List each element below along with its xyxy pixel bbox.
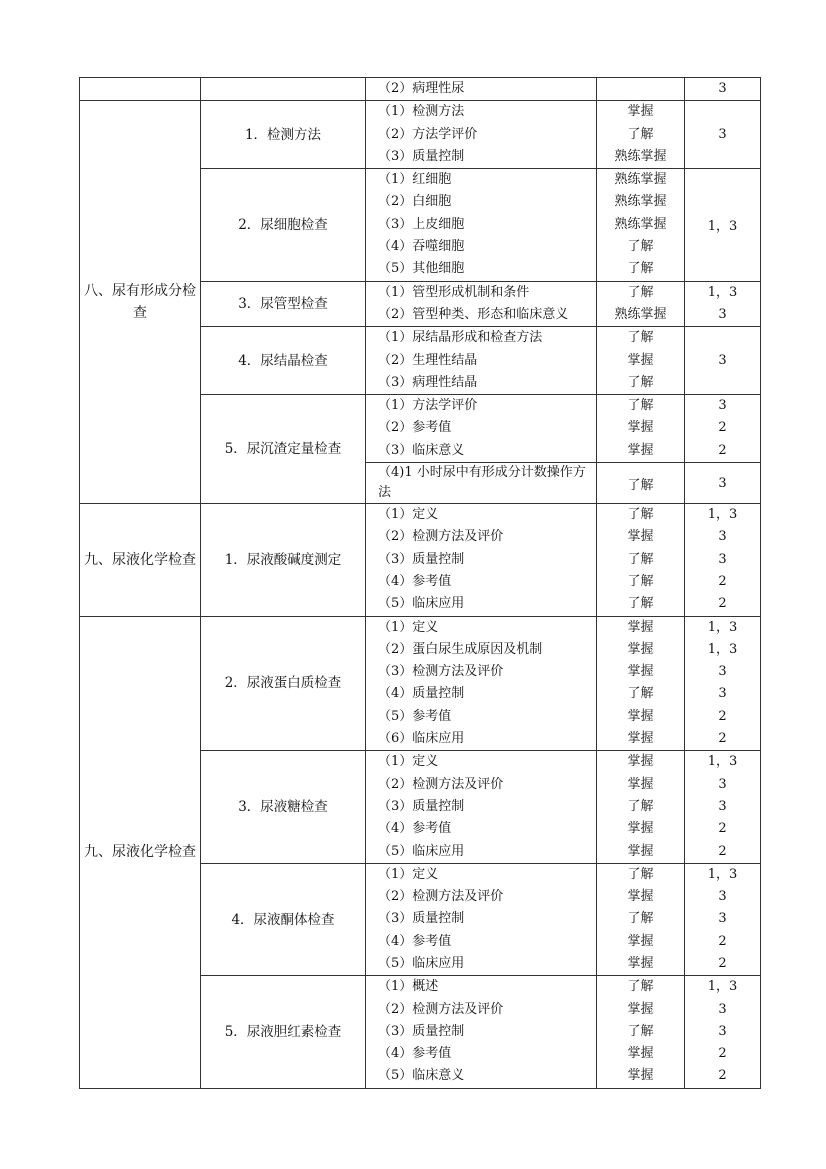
item-text: （3）检测方法及评价: [378, 664, 504, 680]
level-cell: 3: [685, 327, 761, 395]
item-text: （1）定义: [378, 754, 439, 770]
item-text: （5）临床应用: [378, 596, 465, 612]
item-text: （5）参考值: [378, 708, 452, 724]
items-cell: [366, 616, 597, 751]
level-cell: 1，3 3: [685, 281, 761, 327]
item-text: （6）临床应用: [378, 731, 465, 747]
item-text: （1）概述: [378, 979, 439, 995]
requirement-cell: 了解 掌握 了解 了解 了解: [597, 504, 685, 616]
table-row: [80, 616, 761, 751]
level-cell: 3: [685, 78, 761, 101]
unit-cell: [80, 78, 201, 101]
item-text: （4）参考值: [378, 933, 452, 949]
unit-title: 九、尿液化学检查: [80, 504, 201, 616]
item-text: （1）管型形成机制和条件: [378, 284, 530, 300]
item-text: （2）检测方法及评价: [378, 889, 504, 905]
topic-name: 4．尿液酮体检查: [201, 863, 366, 975]
item-text: （3）病理性结晶: [378, 374, 478, 390]
item-text: （2）检测方法及评价: [378, 529, 504, 545]
topic-name: 5．尿液胆红素检查: [201, 976, 366, 1088]
item-text: （5）临床意义: [378, 1068, 465, 1084]
table-row: [80, 78, 761, 101]
item-text: （3）临床意义: [378, 442, 465, 458]
items-cell: [366, 327, 597, 395]
item-text: （3）质量控制: [378, 1023, 465, 1039]
level-cell: 1，3 3 3 2 2: [685, 751, 761, 863]
items-cell: [366, 463, 597, 504]
item-text: （2）检测方法及评价: [378, 1001, 504, 1017]
unit-title: 九、尿液化学检查: [80, 616, 201, 1088]
topic-name: 3．尿液糖检查: [201, 751, 366, 863]
topic-name: 5．尿沉渣定量检查: [201, 395, 366, 504]
item-text: （2）管型种类、形态和临床意义: [378, 306, 569, 322]
requirement-cell: 了解 掌握 了解 掌握 掌握: [597, 863, 685, 975]
requirement-cell: 掌握 掌握 掌握 了解 掌握 掌握: [597, 616, 685, 751]
item-text: （1）定义: [378, 619, 439, 635]
topic-name: 4．尿结晶检查: [201, 327, 366, 395]
item-text: （4）参考值: [378, 1046, 452, 1062]
items-cell: [366, 101, 597, 169]
table-row: [80, 101, 761, 169]
item-text: （3）质量控制: [378, 798, 465, 814]
item-text: （5）临床应用: [378, 843, 465, 859]
table-row: [80, 504, 761, 616]
item-text: （3）质量控制: [378, 148, 465, 164]
item-text: （3）质量控制: [378, 911, 465, 927]
items-cell: [366, 78, 597, 101]
level-cell: 3: [685, 463, 761, 504]
requirement-cell: 熟练掌握 熟练掌握 熟练掌握 了解 了解: [597, 169, 685, 281]
topic-name: 2．尿细胞检查: [201, 169, 366, 281]
item-text: （2）方法学评价: [378, 126, 478, 142]
item-text: （2）检测方法及评价: [378, 776, 504, 792]
item-text: （1）红细胞: [378, 172, 452, 188]
items-cell: [366, 976, 597, 1088]
level-cell: 1，3 3 3 2 2: [685, 976, 761, 1088]
topic-name: 3．尿管型检查: [201, 281, 366, 327]
topic-name: 1．尿液酸碱度测定: [201, 504, 366, 616]
item-text: （1）尿结晶形成和检查方法: [378, 330, 543, 346]
requirement-cell: 了解: [597, 463, 685, 504]
item-text: （4）参考值: [378, 573, 452, 589]
item-text: （1）定义: [378, 507, 439, 523]
item-text: （4)1 小时尿中有形成分计数操作方法: [378, 465, 586, 501]
topic-name: 1．检测方法: [201, 101, 366, 169]
level-cell: 1，3 3 3 2 2: [685, 863, 761, 975]
topic-name: 2．尿液蛋白质检查: [201, 616, 366, 751]
item-text: （2）白细胞: [378, 194, 452, 210]
item-text: （2）蛋白尿生成原因及机制: [378, 641, 543, 657]
syllabus-table: [79, 77, 761, 1089]
item-text: （4）质量控制: [378, 686, 465, 702]
items-cell: [366, 395, 597, 463]
item-text: （2）病理性尿: [378, 81, 465, 96]
item-text: （5）临床应用: [378, 955, 465, 971]
items-cell: [366, 169, 597, 281]
item-text: （3）质量控制: [378, 551, 465, 567]
level-cell: 3 2 2: [685, 395, 761, 463]
item-text: （5）其他细胞: [378, 261, 465, 277]
requirement-cell: 掌握 掌握 了解 掌握 掌握: [597, 751, 685, 863]
items-cell: [366, 751, 597, 863]
level-cell: 1，3 1，3 3 3 2 2: [685, 616, 761, 751]
item-text: （4）参考值: [378, 821, 452, 837]
item-text: （1）定义: [378, 866, 439, 882]
requirement-cell: 了解 掌握 了解 掌握 掌握: [597, 976, 685, 1088]
level-cell: 1，3 3 3 2 2: [685, 504, 761, 616]
requirement-cell: 了解 熟练掌握: [597, 281, 685, 327]
items-cell: [366, 504, 597, 616]
item-text: （4）吞噬细胞: [378, 239, 465, 255]
requirement-cell: 了解 掌握 了解: [597, 327, 685, 395]
item-text: （1）检测方法: [378, 104, 465, 120]
item-text: （1）方法学评价: [378, 398, 478, 414]
requirement-cell: 掌握 了解 熟练掌握: [597, 101, 685, 169]
level-cell: 3: [685, 101, 761, 169]
requirement-cell: [597, 78, 685, 101]
item-text: （2）生理性结晶: [378, 352, 478, 368]
items-cell: [366, 281, 597, 327]
item-text: （3）上皮细胞: [378, 216, 465, 232]
items-cell: [366, 863, 597, 975]
unit-title: 八、尿有形成分检查: [80, 101, 201, 504]
item-text: （2）参考值: [378, 420, 452, 436]
topic-cell: [201, 78, 366, 101]
level-cell: 1，3: [685, 169, 761, 281]
requirement-cell: 了解 掌握 掌握: [597, 395, 685, 463]
